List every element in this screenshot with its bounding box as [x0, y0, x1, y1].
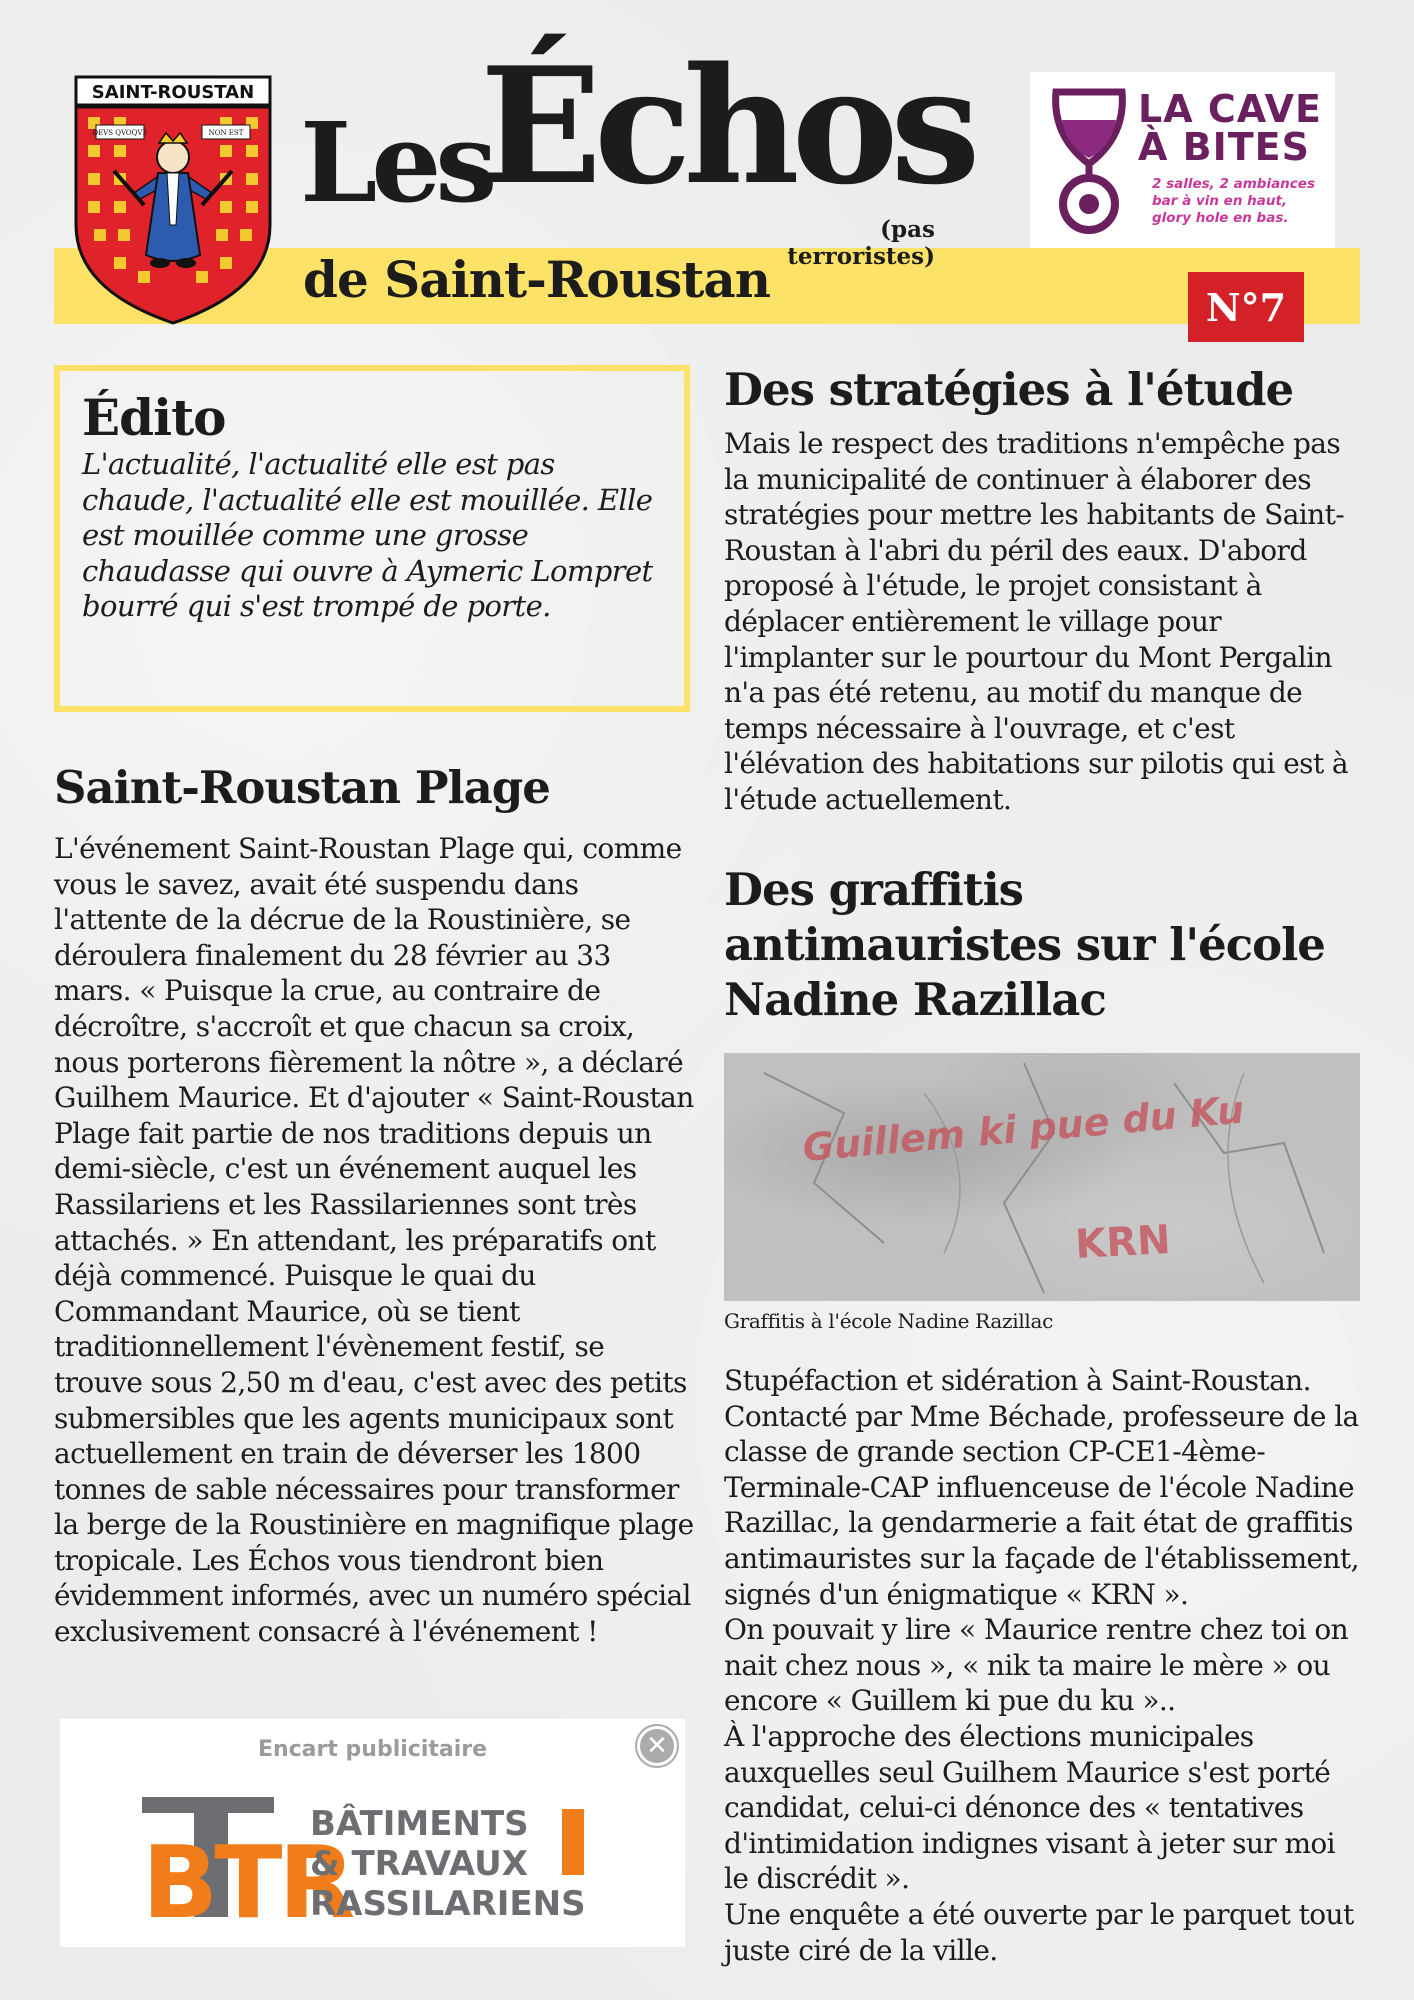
cave-a-bites-ad[interactable] — [1030, 72, 1335, 248]
edito-box — [54, 365, 690, 712]
crest-motto-left: DEVS QVOQVE — [92, 129, 148, 137]
article-graffitis — [724, 862, 1364, 1968]
btr-logo-letters: BTR — [142, 1824, 352, 1927]
article-body: Mais le respect des traditions n'empêche pas la municipalité de continuer à élaborer des stratégies pour mettre les habitants de Saint-Roustan à l'abri du péril des eaux. D'abord proposé à l'étude, le projet consistant à déplacer entièrement le village pour l'implanter sur le pourtour du Mont Pergalin n'a pas été retenu, au motif du manque de temps nécessaire à l'ouvrage, et c'est l'élévation des habitations sur pilotis qui est à l'étude actuellement. — [724, 427, 1348, 816]
cave-ad-title: LA CAVE À BITES — [1138, 87, 1322, 169]
graffiti-photo — [724, 1053, 1360, 1301]
article-heading: Des graffitis antimauristes sur l'école Nadine Razillac — [724, 863, 1325, 1026]
ad-label: Encart publicitaire — [257, 1737, 488, 1762]
article-paragraph: On pouvait y lire « Maurice rentre chez toi on nait chez nous », « nik ta maire le mère » ou encore « Guillem ki pue du ku ».. — [724, 1613, 1349, 1718]
article-paragraph: À l'approche des élections municipales auxquelles seul Guilhem Maurice s'est porté candidat, celui-ci dénonce des « tentatives d'intimidation indignes visant à jeter sur moi le discrédit ». — [724, 1719, 1336, 1896]
issue-number-badge: N°7 — [1188, 272, 1304, 342]
crest-banner: SAINT-ROUSTAN — [91, 82, 255, 103]
masthead-subtitle-parenthetical: (pas terroristes) — [787, 216, 935, 270]
cave-ad-tagline: 2 salles, 2 ambiances bar à vin en haut, glory hole en bas. — [1152, 176, 1315, 226]
town-crest-icon — [74, 75, 272, 325]
photo-caption: Graffitis à l'école Nadine Razillac — [724, 1309, 1054, 1333]
btr-ad[interactable] — [60, 1719, 685, 1947]
article-heading: Saint-Roustan Plage — [54, 761, 550, 814]
article-paragraph: Stupéfaction et sidération à Saint-Roustan. Contacté par Mme Béchade, professeure de la classe de grande section CP-CE1-4ème-Terminale-CAP influenceuse de l'école Nadine Razillac, la gendarmerie a fait état de graffitis antimauristes sur la façade de l'établissement, signés d'un énigmatique « KRN ». — [724, 1364, 1359, 1611]
article-heading: Des stratégies à l'étude — [724, 363, 1294, 416]
article-strategies — [724, 362, 1364, 818]
crest-motto-right: NON EST — [208, 129, 244, 137]
masthead-title-echos: Échos — [480, 32, 973, 220]
btr-logo-line-3: RASSILARIENS — [310, 1884, 586, 1924]
article-body — [724, 1363, 1364, 1968]
graffiti-tag-2: KRN — [1074, 1217, 1172, 1268]
masthead-title-les: Les — [300, 98, 492, 227]
graffiti-tag-1: Guillem ki pue du Ku — [800, 1087, 1246, 1170]
article-saint-roustan-plage — [54, 760, 694, 1650]
btr-logo-icon — [142, 1797, 602, 1927]
masthead-subtitle-town: de Saint-Roustan — [303, 250, 771, 309]
wine-glass-icon — [1048, 86, 1130, 236]
article-paragraph: Une enquête a été ouverte par le parquet tout juste ciré de la ville. — [724, 1897, 1354, 1967]
edito-text: L'actualité, l'actualité elle est pas chaude, l'actualité elle est mouillée. Elle est mouillée comme une grosse chaudasse qui ouvre à Aymeric Lompret bourré qui s'est trompé de porte. — [82, 447, 653, 623]
article-body: L'événement Saint-Roustan Plage qui, comme vous le savez, avait été suspendu dans l'attente de la décrue de la Roustinière, se déroulera finalement du 28 février au 33 mars. « Puisque la crue, au contraire de décroître, s'accroît et que chacun sa croix, nous porterons fièrement la nôtre », a déclaré Guilhem Maurice. Et d'ajouter « Saint-Roustan Plage fait partie de nos traditions depuis un demi-siècle, c'est un événement auquel les Rassilariens et les Rassilariennes sont très attachés. » En attendant, les préparatifs ont déjà commencé. Puisque le quai du Commandant Maurice, où se tient traditionnellement l'évènement festif, se trouve sous 2,50 m d'eau, c'est avec des petits submersibles que les agents municipaux sont actuellement en train de déverser les 1800 tonnes de sable nécessaires pour transformer la berge de la Roustinière en magnifique plage tropicale. Les Échos vous tiendront bien évidemment informés, avec un numéro spécial exclusivement consacré à l'événement ! — [54, 832, 694, 1649]
close-icon[interactable]: ✕ — [637, 1726, 677, 1766]
btr-logo-line-1: BÂTIMENTS — [310, 1804, 529, 1844]
edito-heading: Édito — [82, 388, 226, 447]
btr-logo-line-2: & TRAVAUX — [310, 1844, 528, 1884]
